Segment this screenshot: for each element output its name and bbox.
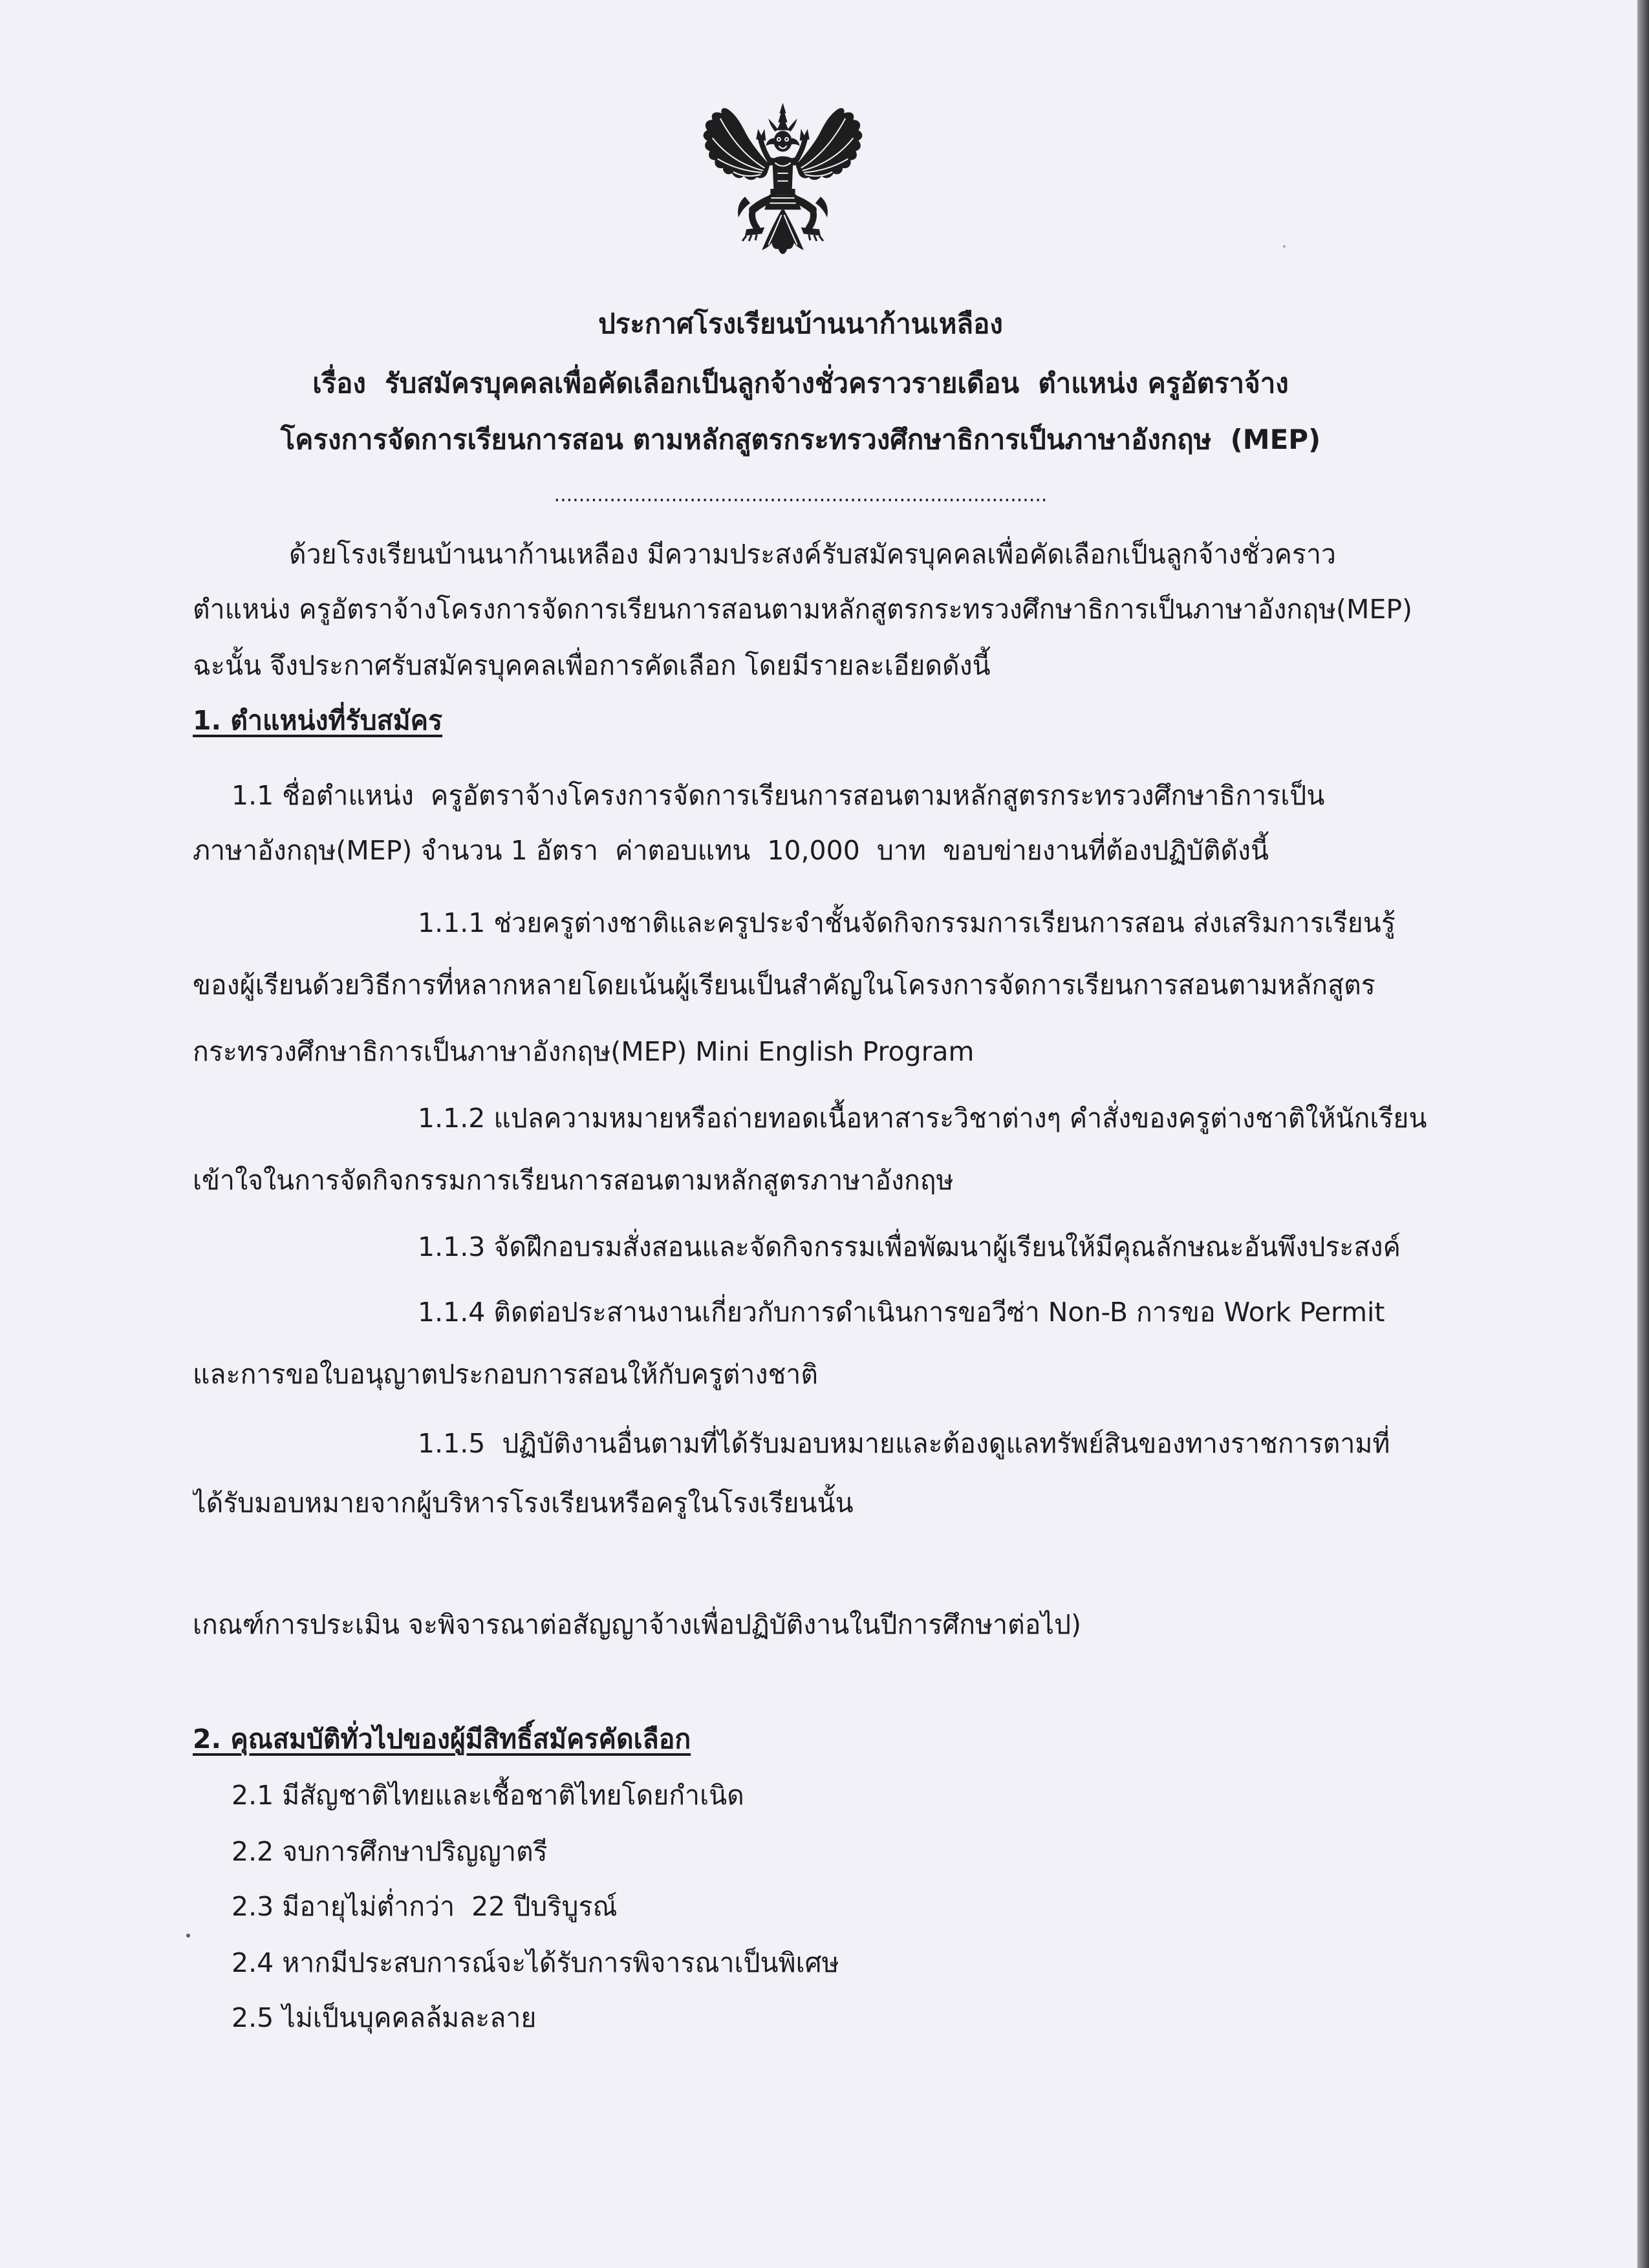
intro-line: ด้วยโรงเรียนบ้านนาก้านเหลือง มีความประสงค์รับสมัครบุคคลเพื่อคัดเลือกเป็นลูกจ้างชั่วคราว (289, 539, 1336, 570)
duty-1-1-3: 1.1.3 จัดฝึกอบรมสั่งสอนและจัดกิจกรรมเพื่อพัฒนาผู้เรียนให้มีคุณลักษณะอันพึงประสงค์ (418, 1231, 1401, 1262)
dotted-separator: ................................................................................ (554, 484, 1048, 506)
intro-line: ฉะนั้น จึงประกาศรับสมัครบุคคลเพื่อการคัดเลือก โดยมีรายละเอียดดังนี้ (193, 650, 991, 681)
employment-period-text: เกณฑ์การประเมิน จะพิจารณาต่อสัญญาจ้างเพื่อปฏิบัติงานในปีการศึกษาต่อไป) (193, 1609, 1082, 1640)
section-2-heading: 2. คุณสมบัติทั่วไปของผู้มีสิทธิ์สมัครคัดเลือก (193, 1723, 691, 1755)
qualification-item: 2.1 มีสัญชาติไทยและเชื้อชาติไทยโดยกำเนิด (232, 1780, 744, 1811)
duty-1-1-1: 1.1.1 ช่วยครูต่างชาติและครูประจำชั้นจัดกิจกรรมการเรียนการสอน ส่งเสริมการเรียนรู้ (418, 907, 1396, 938)
qualification-item: 2.3 มีอายุไม่ต่ำกว่า 22 ปีบริบูรณ์ (232, 1891, 618, 1922)
scan-speck (186, 1934, 190, 1938)
duty-1-1-2: 1.1.2 แปลความหมายหรือถ่ายทอดเนื้อหาสาระวิชาต่างๆ คำสั่งของครูต่างชาติให้นักเรียน (418, 1103, 1427, 1134)
position-line: 1.1 ชื่อตำแหน่ง ครูอัตราจ้างโครงการจัดการเรียนการสอนตามหลักสูตรกระทรวงศึกษาธิการเป็น (232, 780, 1325, 811)
duty-1-1-5: ได้รับมอบหมายจากผู้บริหารโรงเรียนหรือครูในโรงเรียนนั้น (193, 1487, 854, 1518)
emblem-left-half (704, 108, 783, 254)
duty-1-1-1: ของผู้เรียนด้วยวิธีการที่หลากหลายโดยเน้นผู้เรียนเป็นสำคัญในโครงการจัดการเรียนการสอนตามหลักสูตร (193, 969, 1375, 1000)
scan-speck (1283, 245, 1286, 248)
employment-period (193, 1550, 1604, 1589)
section-1-heading: 1. ตำแหน่งที่รับสมัคร (193, 705, 443, 736)
duty-1-1-4: และการขอใบอนุญาตประกอบการสอนให้กับครูต่างชาติ (193, 1359, 818, 1390)
announcement-project: โครงการจัดการเรียนการสอน ตามหลักสูตรกระทรวงศึกษาธิการเป็นภาษาอังกฤษ (MEP) (280, 424, 1321, 455)
qualification-item: 2.5 ไม่เป็นบุคคลล้มละลาย (232, 2002, 537, 2033)
qualification-item: 2.4 หากมีประสบการณ์จะได้รับการพิจารณาเป็นพิเศษ (232, 1947, 839, 1978)
intro-line: ตำแหน่ง ครูอัตราจ้างโครงการจัดการเรียนการสอนตามหลักสูตรกระทรวงศึกษาธิการเป็นภาษาอังกฤษ(MEP) (193, 594, 1413, 625)
duty-1-1-2: เข้าใจในการจัดกิจกรรมการเรียนการสอนตามหลักสูตรภาษาอังกฤษ (193, 1165, 954, 1196)
duty-1-1-5: 1.1.5 ปฏิบัติงานอื่นตามที่ได้รับมอบหมายและต้องดูแลทรัพย์สินของทางราชการตามที่ (418, 1428, 1390, 1459)
emblem-right-half (783, 108, 863, 254)
garuda-emblem-icon (697, 100, 868, 276)
duty-1-1-4: 1.1.4 ติดต่อประสานงานเกี่ยวกับการดำเนินการขอวีซ่า Non-B การขอ Work Permit (418, 1297, 1385, 1328)
position-line: ภาษาอังกฤษ(MEP) จำนวน 1 อัตรา ค่าตอบแทน 10,000 บาท ขอบข่ายงานที่ต้องปฏิบัติดังนี้ (193, 835, 1269, 866)
scan-edge-shadow (1637, 0, 1649, 2268)
announcement-subject: เรื่อง รับสมัครบุคคลเพื่อคัดเลือกเป็นลูกจ้างชั่วคราวรายเดือน ตำแหน่ง ครูอัตราจ้าง (312, 367, 1289, 399)
announcement-title: ประกาศโรงเรียนบ้านนาก้านเหลือง (598, 308, 1003, 340)
duty-1-1-1: กระทรวงศึกษาธิการเป็นภาษาอังกฤษ(MEP) Mini English Program (193, 1036, 975, 1067)
qualification-item: 2.2 จบการศึกษาปริญญาตรี (232, 1836, 548, 1867)
